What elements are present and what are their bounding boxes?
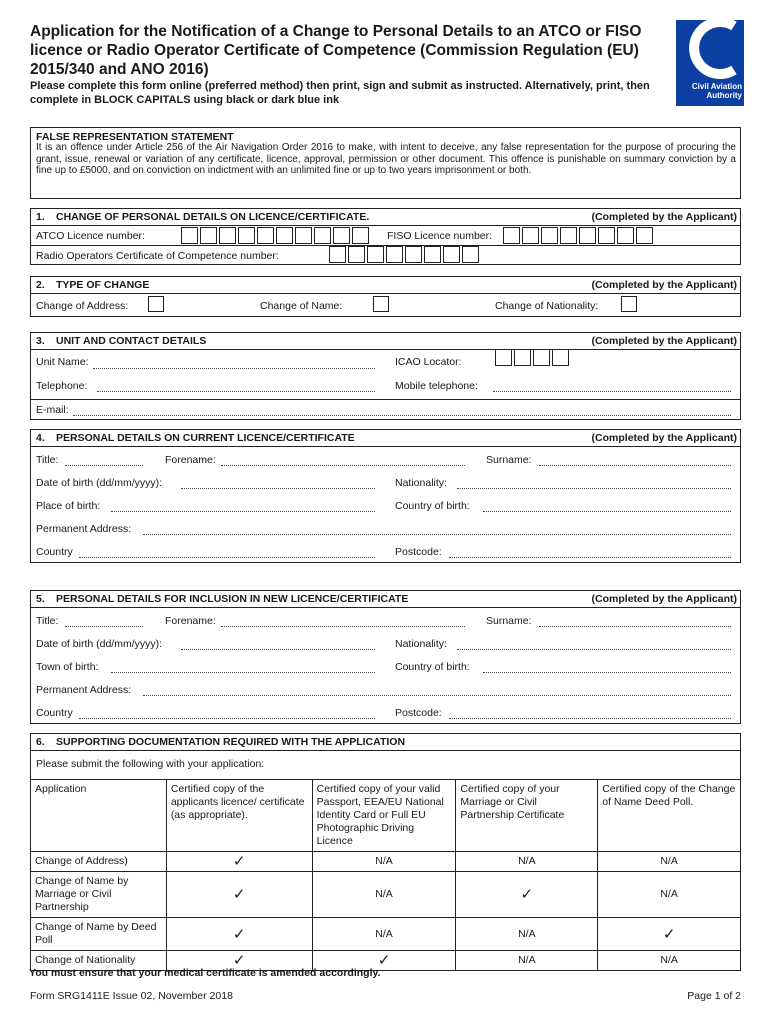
- section-5-header: [31, 591, 740, 608]
- dob-field[interactable]: [181, 649, 375, 650]
- form-title: Application for the Notification of a Change to Personal Details to an ATCO or FISO licence or Radio Operator Certificate of Competence (Commission Regulation (EU) 2015/340 and ANO 2016): [30, 23, 642, 78]
- nationality-field[interactable]: [457, 649, 731, 650]
- table-cell: N/A: [312, 852, 456, 872]
- table-header-row: [31, 780, 741, 852]
- check-icon: ✓: [456, 872, 598, 918]
- postcode-label: Postcode:: [395, 707, 442, 719]
- dob-field[interactable]: [181, 488, 375, 489]
- section-title: TYPE OF CHANGE: [56, 279, 150, 291]
- change-of-address-checkbox[interactable]: [148, 296, 164, 312]
- dob-label: Date of birth (dd/mm/yyyy):: [36, 638, 163, 650]
- forename-field[interactable]: [221, 465, 465, 466]
- icao-locator-field[interactable]: [495, 349, 571, 366]
- completed-by-note: (Completed by the Applicant): [591, 593, 737, 605]
- section-1: [30, 208, 741, 265]
- change-of-nationality-checkbox[interactable]: [621, 296, 637, 312]
- false-representation-heading: FALSE REPRESENTATION STATEMENT: [36, 131, 234, 143]
- change-of-address-label: Change of Address:: [36, 300, 129, 312]
- table-header-cell: Certified copy of your Marriage or Civil Partnership Certificate: [456, 780, 598, 852]
- section-number: 4.: [36, 432, 45, 444]
- nationality-label: Nationality:: [395, 638, 447, 650]
- section-6-header: [31, 734, 740, 751]
- table-cell: N/A: [598, 872, 741, 918]
- check-icon: ✓: [166, 951, 312, 971]
- table-header-cell: Application: [31, 780, 167, 852]
- table-cell: Change of Name by Deed Poll: [31, 918, 167, 951]
- table-cell: N/A: [598, 951, 741, 971]
- check-icon: ✓: [166, 918, 312, 951]
- table-cell: Change of Address): [31, 852, 167, 872]
- completed-by-note: (Completed by the Applicant): [591, 432, 737, 444]
- completed-by-note: (Completed by the Applicant): [591, 211, 737, 223]
- logo-text-line1: Civil Aviation: [691, 82, 742, 91]
- place-of-birth-label: Place of birth:: [36, 500, 101, 512]
- table-cell: N/A: [598, 852, 741, 872]
- check-icon: ✓: [166, 852, 312, 872]
- section-title: PERSONAL DETAILS FOR INCLUSION IN NEW LICENCE/CERTIFICATE: [56, 593, 409, 605]
- surname-field[interactable]: [539, 626, 731, 627]
- table-cell: Change of Name by Marriage or Civil Partnership: [31, 872, 167, 918]
- radio-operator-number-field[interactable]: [329, 246, 481, 263]
- section-2: [30, 276, 741, 317]
- nationality-field[interactable]: [457, 488, 731, 489]
- forename-label: Forename:: [165, 615, 216, 627]
- table-header-cell: Certified copy of the Change of Name Deed Poll.: [598, 780, 741, 852]
- country-field[interactable]: [79, 557, 375, 558]
- surname-label: Surname:: [486, 454, 532, 466]
- permanent-address-label: Permanent Address:: [36, 523, 132, 535]
- telephone-field[interactable]: [97, 391, 375, 392]
- section-number: 6.: [36, 736, 45, 748]
- table-row: [31, 918, 741, 951]
- false-representation-text: It is an offence under Article 256 of the Air Navigation Order 2016 to make, with intent to deceive, any false representation for the purpose of procuring the grant, issue, renewal or variation of any certificate, licence, approval, permission or other document. This offence is punishable on summary conviction by a fine up to £5000, and on conviction on indictment with an unlimited fine or up to two years imprisonment or both.: [36, 142, 736, 176]
- section-3-header: [31, 333, 740, 350]
- town-of-birth-field[interactable]: [111, 672, 375, 673]
- fiso-licence-label: FISO Licence number:: [387, 230, 493, 242]
- table-cell: N/A: [456, 918, 598, 951]
- email-label: E-mail:: [36, 404, 69, 416]
- mobile-telephone-label: Mobile telephone:: [395, 380, 478, 392]
- check-icon: ✓: [598, 918, 741, 951]
- section-title: PERSONAL DETAILS ON CURRENT LICENCE/CERTIFICATE: [56, 432, 355, 444]
- title-field[interactable]: [65, 626, 143, 627]
- change-of-name-checkbox[interactable]: [373, 296, 389, 312]
- nationality-label: Nationality:: [395, 477, 447, 489]
- table-cell: N/A: [456, 852, 598, 872]
- permanent-address-label: Permanent Address:: [36, 684, 132, 696]
- atco-licence-number-field[interactable]: [181, 227, 371, 244]
- completed-by-note: (Completed by the Applicant): [591, 279, 737, 291]
- table-header-cell: Certified copy of your valid Passport, EEA/EU National Identity Card or Full EU Photographic Driving Licence: [312, 780, 456, 852]
- section-4-header: [31, 430, 740, 447]
- place-of-birth-field[interactable]: [111, 511, 375, 512]
- forename-label: Forename:: [165, 454, 216, 466]
- table-cell: N/A: [312, 918, 456, 951]
- section-title: SUPPORTING DOCUMENTATION REQUIRED WITH THE APPLICATION: [56, 736, 406, 748]
- postcode-field[interactable]: [449, 718, 731, 719]
- caa-logo-icon: [676, 20, 744, 82]
- change-of-nationality-label: Change of Nationality:: [495, 300, 599, 312]
- forename-field[interactable]: [221, 626, 465, 627]
- table-row: [31, 852, 741, 872]
- surname-field[interactable]: [539, 465, 731, 466]
- documentation-intro: Please submit the following with your application:: [36, 758, 265, 770]
- section-2-header: [31, 277, 740, 294]
- mobile-telephone-field[interactable]: [493, 391, 731, 392]
- table-header-cell: Certified copy of the applicants licence/ certificate (as appropriate).: [166, 780, 312, 852]
- logo-text-line2: Authority: [706, 91, 742, 100]
- country-of-birth-field[interactable]: [483, 672, 731, 673]
- icao-locator-label: ICAO Locator:: [395, 356, 462, 368]
- country-label: Country: [36, 707, 73, 719]
- email-field[interactable]: [73, 415, 731, 416]
- title-field[interactable]: [65, 465, 143, 466]
- section-5: [30, 590, 741, 724]
- check-icon: ✓: [312, 951, 456, 971]
- form-id: Form SRG1411E Issue 02, November 2018: [30, 990, 233, 1002]
- change-of-name-label: Change of Name:: [260, 300, 343, 312]
- table-cell: N/A: [456, 951, 598, 971]
- completed-by-note: (Completed by the Applicant): [591, 335, 737, 347]
- section-number: 2.: [36, 279, 45, 291]
- section-1-header: [31, 209, 740, 226]
- section-number: 5.: [36, 593, 45, 605]
- country-of-birth-label: Country of birth:: [395, 500, 470, 512]
- fiso-licence-number-field[interactable]: [503, 227, 655, 244]
- postcode-label: Postcode:: [395, 546, 442, 558]
- postcode-field[interactable]: [449, 557, 731, 558]
- unit-name-label: Unit Name:: [36, 356, 89, 368]
- section-title: UNIT AND CONTACT DETAILS: [56, 335, 207, 347]
- table-cell: Change of Nationality: [31, 951, 167, 971]
- table-cell: N/A: [312, 872, 456, 918]
- section-3: [30, 332, 741, 420]
- telephone-label: Telephone:: [36, 380, 88, 392]
- section-number: 1.: [36, 211, 45, 223]
- title-label: Title:: [36, 454, 59, 466]
- title-label: Title:: [36, 615, 59, 627]
- town-of-birth-label: Town of birth:: [36, 661, 99, 673]
- section-4: [30, 429, 741, 563]
- documentation-table: [30, 779, 741, 971]
- section-6: [30, 733, 741, 780]
- atco-licence-label: ATCO Licence number:: [36, 230, 145, 242]
- country-of-birth-field[interactable]: [483, 511, 731, 512]
- divider: [31, 399, 740, 400]
- section-number: 3.: [36, 335, 45, 347]
- radio-operator-label: Radio Operators Certificate of Competence number:: [36, 250, 279, 262]
- medical-certificate-note: You must ensure that your medical certificate is amended accordingly.: [29, 967, 381, 979]
- false-representation-box: [30, 127, 741, 199]
- caa-logo: [676, 20, 744, 106]
- check-icon: ✓: [166, 872, 312, 918]
- surname-label: Surname:: [486, 615, 532, 627]
- section-title: CHANGE OF PERSONAL DETAILS ON LICENCE/CERTIFICATE.: [56, 211, 370, 223]
- unit-name-field[interactable]: [93, 368, 375, 369]
- dob-label: Date of birth (dd/mm/yyyy):: [36, 477, 163, 489]
- country-label: Country: [36, 546, 73, 558]
- form-instructions: Please complete this form online (preferred method) then print, sign and submit as instructed. Alternatively, print, then complete in BLOCK CAPITALS using black or dark blue ink: [30, 80, 650, 106]
- permanent-address-field[interactable]: [143, 534, 731, 535]
- table-row: [31, 872, 741, 918]
- permanent-address-field[interactable]: [143, 695, 731, 696]
- country-of-birth-label: Country of birth:: [395, 661, 470, 673]
- page-number: Page 1 of 2: [687, 990, 741, 1002]
- country-field[interactable]: [79, 718, 375, 719]
